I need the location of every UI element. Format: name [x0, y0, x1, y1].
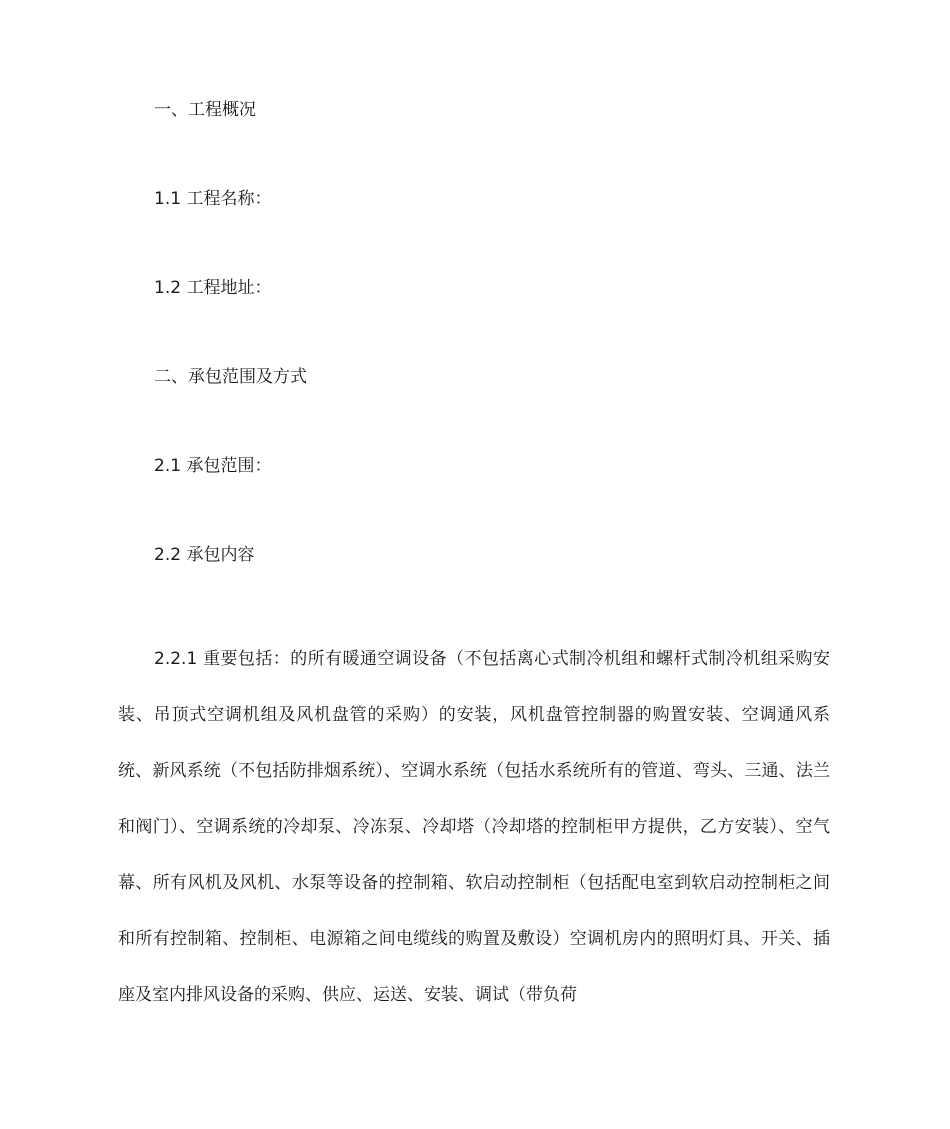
project-address-line: 1.2 工程地址：: [154, 278, 272, 298]
contract-scope-line: 2.1 承包范围：: [154, 456, 272, 476]
project-name-line: 1.1 工程名称：: [154, 189, 272, 209]
scope-details-paragraph: 2.2.1 重要包括：的所有暖通空调设备（不包括离心式制冷机组和螺杆式制冷机组采购安装、吊顶式空调机组及风机盘管的采购）的安装，风机盘管控制器的购置安装、空调通风系统、新风系统（不包括防排烟系统）、空调水系统（包括水系统所有的管道、弯头、三通、法兰和阀门）、空调系统的冷却泵、冷冻泵、冷却塔（冷却塔的控制柜甲方提供，乙方安装）、空气幕、所有风机及风机、水泵等设备的控制箱、软启动控制柜（包括配电室到软启动控制柜之间和所有控制箱、控制柜、电源箱之间电缆线的购置及敷设）空调机房内的照明灯具、开关、插座及室内排风设备的采购、供应、运送、安装、调试（带负荷: [118, 649, 830, 1005]
section-heading-2: 二、承包范围及方式: [154, 367, 307, 387]
contract-content-heading: 2.2 承包内容: [154, 545, 255, 565]
section-heading-1: 一、工程概况: [154, 100, 256, 120]
